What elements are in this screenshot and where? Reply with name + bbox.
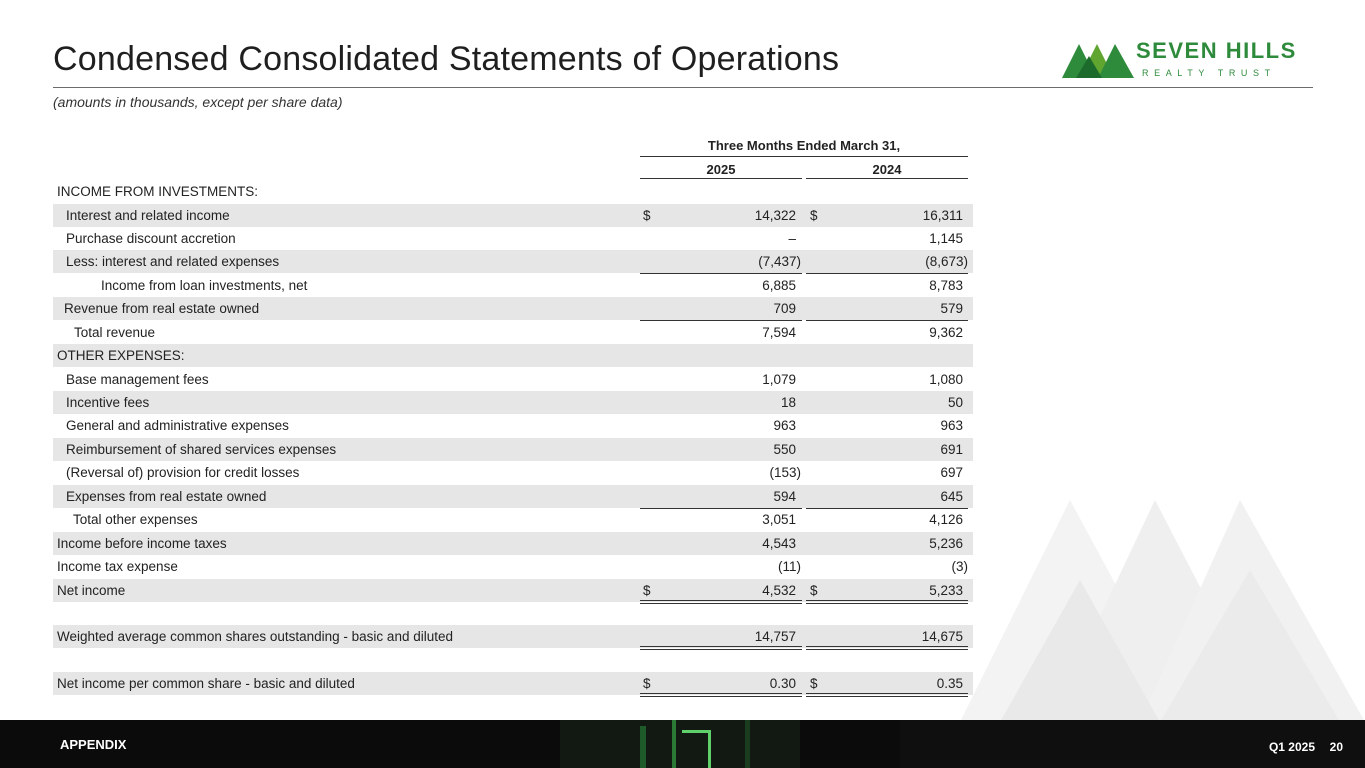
total-rule xyxy=(640,600,802,601)
value-2024: 4,126 xyxy=(929,512,963,527)
row-label: Reimbursement of shared services expenses xyxy=(66,442,337,457)
period-header-rule xyxy=(640,156,968,157)
value-2024: 1,145 xyxy=(929,231,963,246)
footer-graphic xyxy=(0,720,1365,768)
table-row xyxy=(53,672,973,695)
value-2025: – xyxy=(788,231,796,246)
value-2025: 14,757 xyxy=(754,629,796,644)
total-rule xyxy=(806,696,968,697)
period-header: Three Months Ended March 31, xyxy=(707,138,901,153)
value-2024: 14,675 xyxy=(921,629,963,644)
value-2024: (3) xyxy=(951,559,968,574)
logo-subtitle: REALTY TRUST xyxy=(1142,68,1276,78)
mountains-logo-icon xyxy=(1062,40,1136,80)
column-rule-2024 xyxy=(806,178,968,179)
table-row xyxy=(53,625,973,648)
value-2024: 963 xyxy=(940,418,963,433)
footer-section: APPENDIX xyxy=(60,737,127,752)
table-row xyxy=(53,438,973,461)
footer-bar xyxy=(0,720,1365,768)
total-rule xyxy=(806,646,968,647)
row-label: Interest and related income xyxy=(66,208,230,223)
value-2025: 1,079 xyxy=(762,372,796,387)
value-2024: 5,233 xyxy=(929,583,963,598)
total-rule xyxy=(806,693,968,694)
currency-symbol: $ xyxy=(810,583,818,598)
currency-symbol: $ xyxy=(643,208,651,223)
value-2024: 0.35 xyxy=(936,676,963,691)
table-row xyxy=(53,414,973,437)
value-2025: 0.30 xyxy=(769,676,796,691)
row-label: Revenue from real estate owned xyxy=(64,301,260,316)
company-logo xyxy=(1062,40,1317,80)
value-2025: 7,594 xyxy=(762,325,796,340)
value-2025: 18 xyxy=(780,395,796,410)
table-row xyxy=(53,250,973,273)
value-2024: 50 xyxy=(947,395,963,410)
table-row xyxy=(53,555,973,578)
table-row xyxy=(53,297,973,320)
row-label: Weighted average common shares outstanding - basic and diluted xyxy=(57,629,453,644)
row-label: Income tax expense xyxy=(57,559,178,574)
row-label: INCOME FROM INVESTMENTS: xyxy=(57,184,259,199)
value-2025: 550 xyxy=(773,442,796,457)
value-2025: 3,051 xyxy=(762,512,796,527)
row-label: Expenses from real estate owned xyxy=(66,489,267,504)
row-label: Income before income taxes xyxy=(57,536,227,551)
value-2024: 16,311 xyxy=(922,208,963,223)
value-2024: 691 xyxy=(940,442,963,457)
value-2024: 579 xyxy=(940,301,963,316)
table-row xyxy=(53,532,973,555)
column-header-2024: 2024 xyxy=(872,162,902,177)
value-2024: 5,236 xyxy=(929,536,963,551)
total-rule xyxy=(806,649,968,650)
value-2024: 697 xyxy=(940,465,963,480)
currency-symbol: $ xyxy=(643,583,651,598)
page-title: Condensed Consolidated Statements of Operations xyxy=(53,40,840,78)
value-2024: 1,080 xyxy=(929,372,963,387)
value-2025: 594 xyxy=(773,489,796,504)
row-label: Net income per common share - basic and diluted xyxy=(57,676,355,691)
value-2024: (8,673) xyxy=(925,254,968,269)
footer-period: Q1 2025 xyxy=(1268,740,1315,754)
total-rule xyxy=(806,600,968,601)
table-row xyxy=(53,391,973,414)
total-rule xyxy=(640,693,802,694)
column-rule-2025 xyxy=(640,178,802,179)
currency-symbol: $ xyxy=(810,676,818,691)
value-2025: (153) xyxy=(769,465,801,480)
value-2025: 4,532 xyxy=(762,583,796,598)
table-row xyxy=(53,321,973,344)
table-row xyxy=(53,344,973,367)
value-2025: 963 xyxy=(773,418,796,433)
total-rule xyxy=(640,603,802,604)
row-label: Purchase discount accretion xyxy=(66,231,236,246)
currency-symbol: $ xyxy=(643,676,651,691)
total-rule xyxy=(640,696,802,697)
value-2024: 9,362 xyxy=(929,325,963,340)
total-rule xyxy=(806,603,968,604)
total-rule xyxy=(640,649,802,650)
table-row xyxy=(53,579,973,602)
decorative-mountains xyxy=(960,490,1365,722)
title-divider xyxy=(53,87,1313,88)
value-2025: 709 xyxy=(773,301,796,316)
value-2024: 8,783 xyxy=(929,278,963,293)
value-2024: 645 xyxy=(940,489,963,504)
row-label: Total other expenses xyxy=(73,512,198,527)
value-2025: 4,543 xyxy=(762,536,796,551)
row-label: OTHER EXPENSES: xyxy=(57,348,185,363)
total-rule xyxy=(640,646,802,647)
table-row xyxy=(53,180,973,203)
logo-name: SEVEN HILLS xyxy=(1136,38,1297,63)
row-label: Net income xyxy=(57,583,126,598)
table-row xyxy=(53,227,973,250)
row-label: Total revenue xyxy=(74,325,156,340)
value-2025: 14,322 xyxy=(754,208,796,223)
table-row xyxy=(53,485,973,508)
table-row xyxy=(53,368,973,391)
value-2025: (7,437) xyxy=(758,254,801,269)
row-label: Base management fees xyxy=(66,372,209,387)
currency-symbol: $ xyxy=(810,208,818,223)
column-header-2025: 2025 xyxy=(706,162,736,177)
table-row xyxy=(53,461,973,484)
footer-page-number: 20 xyxy=(1329,740,1343,754)
table-row xyxy=(53,274,973,297)
table-row xyxy=(53,508,973,531)
page-subtitle: (amounts in thousands, except per share data) xyxy=(53,94,343,110)
row-label: (Reversal of) provision for credit losses xyxy=(66,465,300,480)
table-row xyxy=(53,204,973,227)
row-label: General and administrative expenses xyxy=(66,418,289,433)
row-label: Less: interest and related expenses xyxy=(66,254,280,269)
value-2025: (11) xyxy=(777,559,801,574)
value-2025: 6,885 xyxy=(762,278,796,293)
row-label: Income from loan investments, net xyxy=(101,278,308,293)
row-label: Incentive fees xyxy=(66,395,150,410)
